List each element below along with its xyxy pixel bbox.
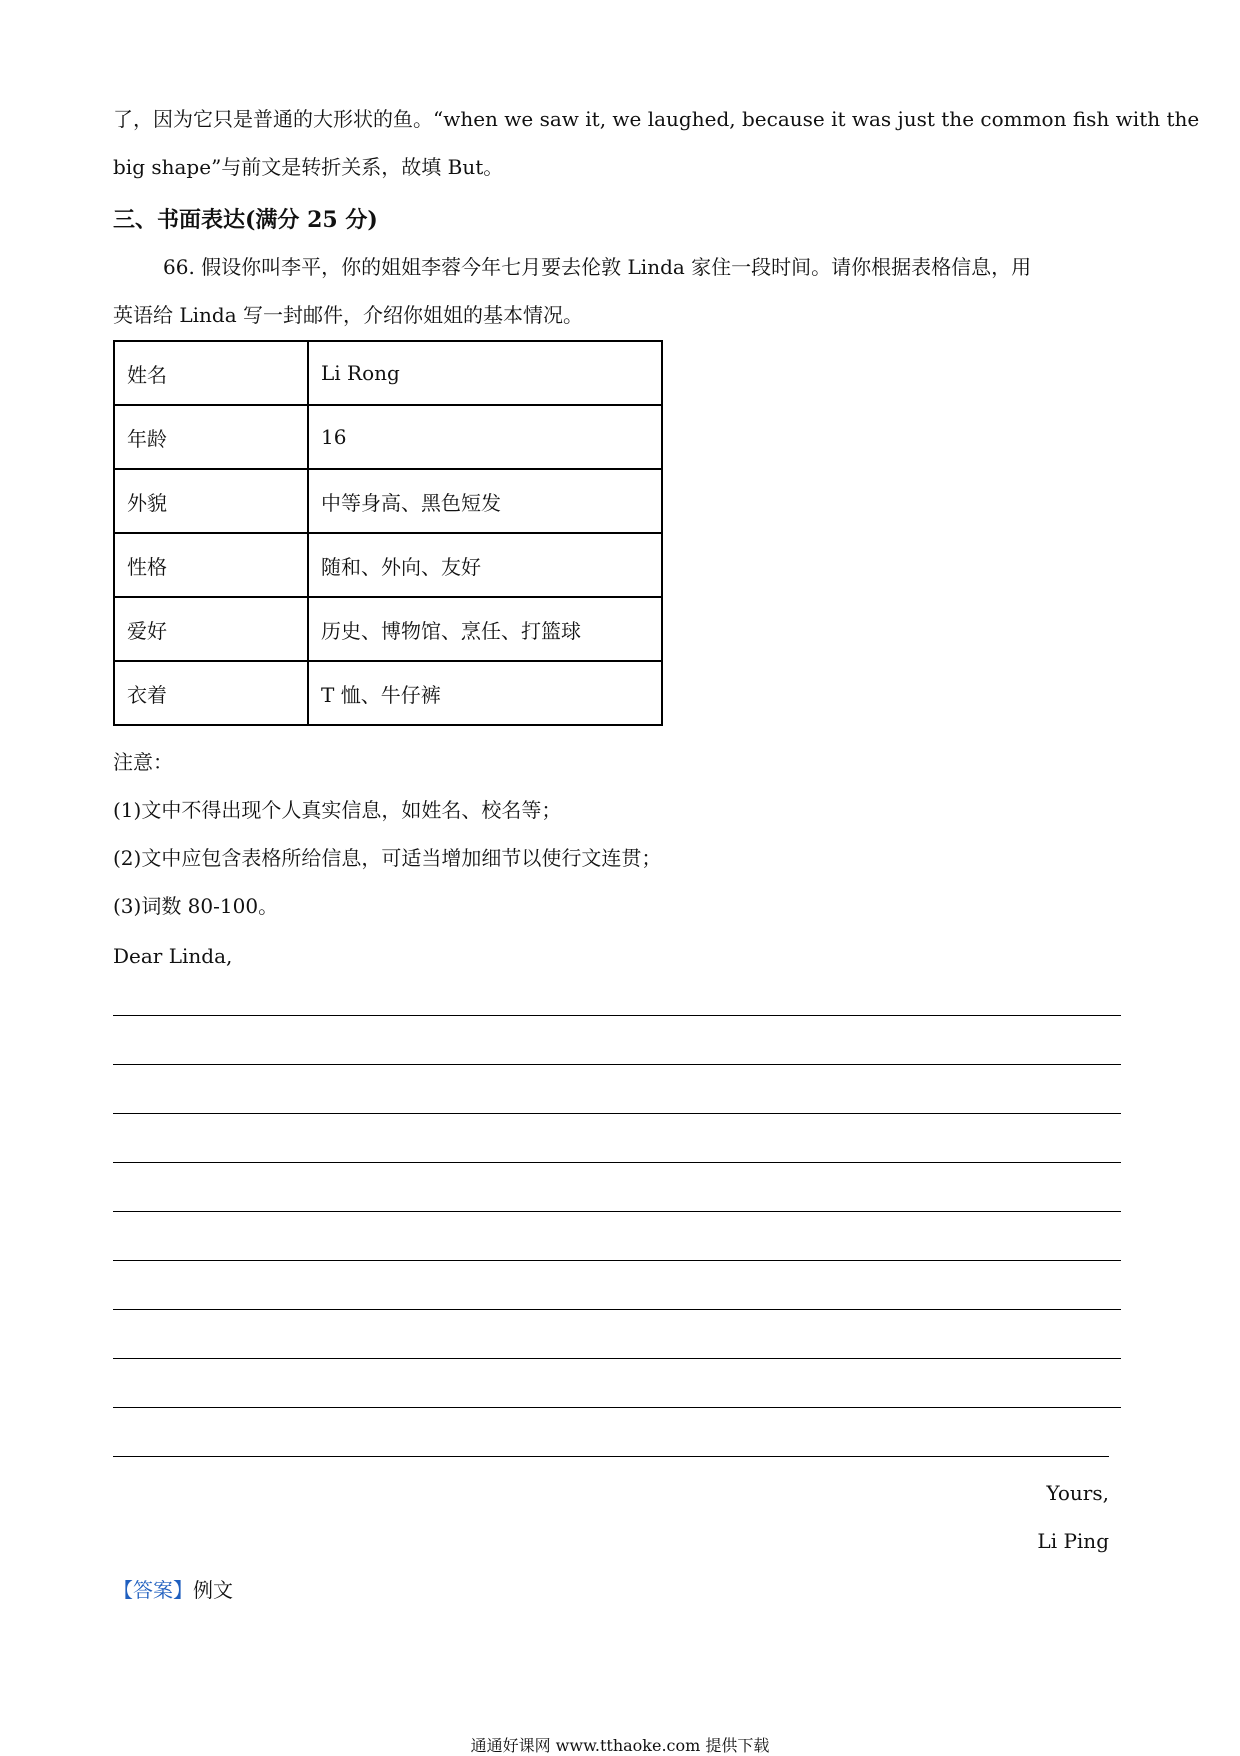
writing-line xyxy=(113,1358,1121,1359)
letter-signature: Li Ping xyxy=(1037,1529,1109,1553)
table-row xyxy=(114,533,662,597)
intro-line-2: big shape”与前文是转折关系，故填 But。 xyxy=(113,155,504,179)
table-value-cell: 中等身高、黑色短发 xyxy=(308,469,662,533)
table-row xyxy=(114,405,662,469)
table-value-cell: 随和、外向、友好 xyxy=(308,533,662,597)
writing-line xyxy=(113,1309,1121,1310)
letter-greeting: Dear Linda, xyxy=(113,944,233,968)
answer-label: 【答案】 xyxy=(113,1578,193,1602)
writing-line xyxy=(113,1211,1121,1212)
writing-line xyxy=(113,1162,1121,1163)
table-key-cell: 姓名 xyxy=(114,341,308,405)
page-footer: 通通好课网 www.tthaoke.com 提供下载 xyxy=(470,1736,770,1755)
info-table xyxy=(113,340,663,726)
answer-line xyxy=(113,1576,233,1604)
question-line-1: 66. 假设你叫李平，你的姐姐李蓉今年七月要去伦敦 Linda 家住一段时间。请你根据表格信息，用 xyxy=(163,255,1032,279)
writing-line xyxy=(113,1015,1121,1016)
question-line-2: 英语给 Linda 写一封邮件，介绍你姐姐的基本情况。 xyxy=(113,303,583,327)
table-key-cell: 年龄 xyxy=(114,405,308,469)
table-key-cell: 爱好 xyxy=(114,597,308,661)
notes-title: 注意： xyxy=(113,750,173,774)
writing-line xyxy=(113,1113,1121,1114)
table-key-cell: 性格 xyxy=(114,533,308,597)
answer-text: 例文 xyxy=(193,1578,233,1602)
section-heading: 三、书面表达(满分 25 分) xyxy=(113,207,378,233)
table-value-cell: 16 xyxy=(308,405,662,469)
table-row xyxy=(114,661,662,725)
writing-line xyxy=(113,1456,1109,1457)
table-value-cell: T 恤、牛仔裤 xyxy=(308,661,662,725)
letter-closing: Yours, xyxy=(1046,1481,1109,1505)
writing-line xyxy=(113,1407,1121,1408)
table-value-cell: Li Rong xyxy=(308,341,662,405)
table-row xyxy=(114,597,662,661)
table-key-cell: 衣着 xyxy=(114,661,308,725)
writing-line xyxy=(113,1064,1121,1065)
table-value-cell: 历史、博物馆、烹任、打篮球 xyxy=(308,597,662,661)
writing-line xyxy=(113,1260,1121,1261)
table-key-cell: 外貌 xyxy=(114,469,308,533)
table-row xyxy=(114,469,662,533)
note-3: (3)词数 80-100。 xyxy=(113,894,279,918)
intro-line-1: 了，因为它只是普通的大形状的鱼。“when we saw it, we laughed, because it was just the common fish with the xyxy=(113,107,1200,131)
note-2: (2)文中应包含表格所给信息，可适当增加细节以使行文连贯； xyxy=(113,846,662,870)
table-row xyxy=(114,341,662,405)
note-1: (1)文中不得出现个人真实信息，如姓名、校名等； xyxy=(113,798,562,822)
